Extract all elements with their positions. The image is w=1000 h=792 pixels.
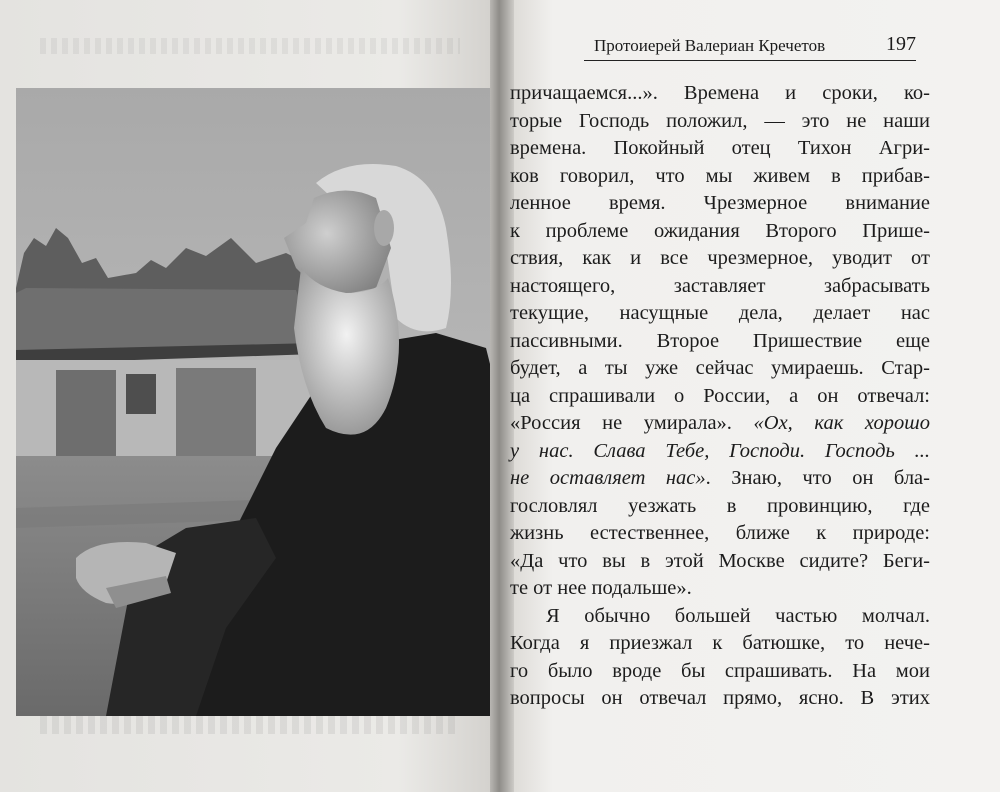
portrait-photo — [16, 88, 496, 716]
text-line: ков говорил, что мы живем в прибав- — [510, 164, 930, 187]
text-line-italic: у нас. Слава Тебе, Господи. Господь ... — [510, 439, 930, 462]
right-page — [510, 0, 1000, 792]
text-line: ца спрашивали о России, а он отвечал: — [510, 384, 930, 407]
text-line: ленное время. Чрезмерное внимание — [510, 192, 930, 214]
text-line: торые Господь положил, — это не наши — [510, 109, 930, 132]
text-line: жизнь естественнее, ближе к природе: — [510, 522, 930, 544]
text-line-quote — [510, 410, 930, 438]
running-title: Протоиерей Валериан Кречетов — [594, 36, 826, 55]
body-text — [510, 80, 930, 713]
text-line: пассивными. Второе Пришествие еще — [510, 329, 930, 352]
quote-italic: «Ох, как хорошо — [753, 412, 930, 434]
text-line: причащаемся...». Времена и сроки, ко- — [510, 82, 930, 104]
text-line: текущие, насущные дела, делает нас — [510, 302, 930, 324]
text-line: настоящего, заставляет забрасывать — [510, 274, 930, 297]
paragraph-start: Я обычно большей частью молчал. — [546, 604, 930, 627]
text-line: ствия, как и все чрезмерное, уводит от — [510, 247, 930, 269]
text-line: го было вроде бы спрашивать. На мои — [510, 659, 930, 682]
text-line: к проблеме ожидания Второго Прише- — [510, 219, 930, 242]
text-line: гословлял уезжать в провинцию, где — [510, 494, 930, 517]
text-line: будет, а ты уже сейчас умираешь. Стар- — [510, 357, 930, 379]
bleed-through-header — [40, 38, 460, 54]
quote-plain: «Россия не умирала». — [510, 412, 754, 434]
text-line: вопросы он отвечал прямо, ясно. В этих — [510, 687, 930, 709]
text-line: Когда я приезжал к батюшке, то нече- — [510, 632, 930, 654]
left-page — [0, 0, 498, 792]
quote-italic-end: не оставляет нас» — [510, 467, 706, 489]
text-line-quote-end — [510, 465, 930, 493]
running-header — [584, 30, 916, 61]
bleed-through-caption — [40, 716, 460, 734]
text-line: времена. Покойный отец Тихон Агри- — [510, 137, 930, 159]
page-number: 197 — [886, 33, 916, 55]
quote-plain-end: . Знаю, что он бла- — [705, 467, 930, 489]
text-line: «Да что вы в этой Москве сидите? Беги- — [510, 549, 930, 572]
text-line: те от нее подальше». — [510, 577, 692, 599]
